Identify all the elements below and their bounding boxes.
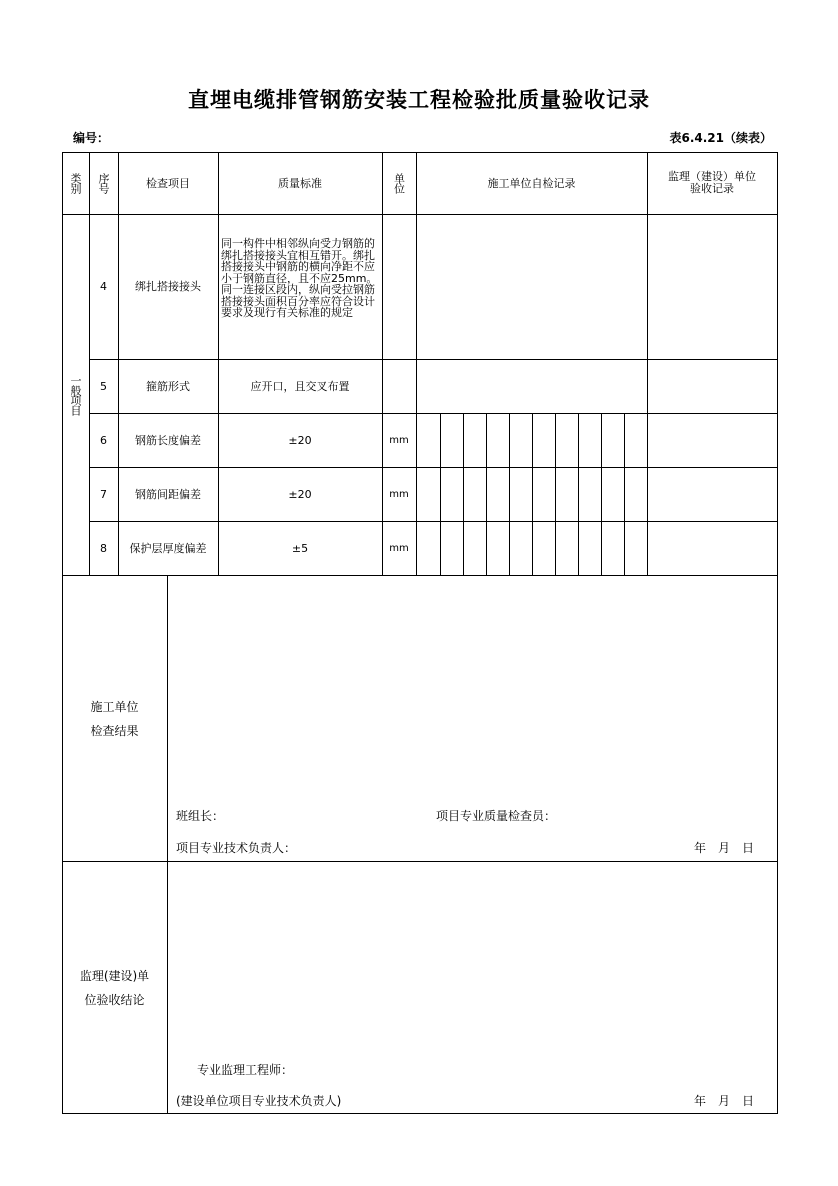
header-supervision-line2: 验收记录 bbox=[690, 182, 734, 195]
col-divider-selfcheck bbox=[416, 152, 417, 576]
row-item: 箍筋形式 bbox=[146, 379, 190, 393]
supervision-conclusion-label bbox=[62, 862, 167, 1113]
row-seq: 6 bbox=[100, 433, 107, 447]
header-seq: 序号 bbox=[97, 173, 110, 193]
row-seq: 7 bbox=[100, 487, 107, 501]
row-standard: 应开口，且交叉布置 bbox=[250, 379, 350, 393]
measure-grid-line bbox=[486, 413, 487, 576]
construction-date: 年 月 日 bbox=[694, 841, 755, 855]
measure-grid-line bbox=[440, 413, 441, 576]
supervising-engineer-label: 专业监理工程师： bbox=[197, 1063, 294, 1077]
measure-grid-line bbox=[578, 413, 579, 576]
row-standard: ±20 bbox=[288, 433, 312, 447]
section-divider bbox=[62, 575, 778, 576]
tech-leader-label: 项目专业技术负责人： bbox=[176, 841, 297, 855]
category-label: 一般项目 bbox=[69, 374, 82, 415]
col-divider-conclusion bbox=[167, 576, 168, 1114]
row-item: 绑扎搭接接头 bbox=[135, 280, 201, 293]
construction-result-label bbox=[62, 576, 167, 861]
table-number: 表6.4.21（续表） bbox=[669, 131, 772, 145]
supervision-label-line2: 位验收结论 bbox=[84, 992, 145, 1007]
supervision-date: 年 月 日 bbox=[694, 1094, 755, 1108]
team-leader-label: 班组长： bbox=[176, 809, 225, 823]
row-item: 钢筋间距偏差 bbox=[135, 487, 201, 501]
code-label: 编号： bbox=[73, 131, 110, 145]
measure-grid-line bbox=[509, 413, 510, 576]
header-self-check: 施工单位自检记录 bbox=[487, 176, 576, 190]
measure-grid-line bbox=[532, 413, 533, 576]
header-item: 检查项目 bbox=[146, 176, 190, 190]
table-border-bottom bbox=[62, 1113, 778, 1114]
quality-inspector-label: 项目专业质量检查员： bbox=[436, 809, 557, 823]
header-category: 类别 bbox=[69, 173, 82, 193]
owner-tech-leader-label: (建设单位项目专业技术负责人) bbox=[176, 1094, 342, 1108]
measure-grid-line bbox=[624, 413, 625, 576]
row-unit: mm bbox=[389, 434, 409, 446]
row-seq: 5 bbox=[100, 379, 107, 393]
row-standard: 同一构件中相邻纵向受力钢筋的绑扎搭接接头宜相互错开。绑扎搭接接头中钢筋的横向净距不应小于钢筋直径，且不应25mm。同一连接区段内，纵向受拉钢筋搭接接头面积百分率应符合设计要求及现行有关标准的规定 bbox=[221, 237, 378, 319]
header-supervision bbox=[647, 152, 777, 214]
row-item: 保护层厚度偏差 bbox=[129, 541, 207, 555]
row-standard: ±5 bbox=[291, 541, 309, 555]
header-supervision-line1: 监理（建设）单位 bbox=[668, 170, 756, 183]
col-divider-supervision bbox=[647, 152, 648, 576]
construction-label-line2: 检查结果 bbox=[90, 723, 139, 738]
row-seq: 4 bbox=[100, 280, 107, 293]
measure-grid-line bbox=[601, 413, 602, 576]
page-title: 直埋电缆排管钢筋安装工程检验批质量验收记录 bbox=[188, 88, 650, 112]
header-unit: 单位 bbox=[392, 173, 406, 193]
construction-label-line1: 施工单位 bbox=[90, 699, 139, 714]
row-seq: 8 bbox=[100, 541, 107, 555]
section-divider bbox=[62, 861, 778, 862]
table-border-right bbox=[777, 152, 778, 1114]
row-unit: mm bbox=[389, 488, 409, 500]
row-unit: mm bbox=[389, 542, 409, 554]
measure-grid-line bbox=[555, 413, 556, 576]
row-standard: ±20 bbox=[288, 487, 312, 501]
measure-grid-line bbox=[463, 413, 464, 576]
header-standard: 质量标准 bbox=[278, 176, 322, 190]
row-unit bbox=[382, 214, 416, 359]
supervision-label-line1: 监理(建设)单 bbox=[79, 968, 150, 983]
row-unit bbox=[382, 359, 416, 413]
row-item: 钢筋长度偏差 bbox=[135, 433, 201, 447]
